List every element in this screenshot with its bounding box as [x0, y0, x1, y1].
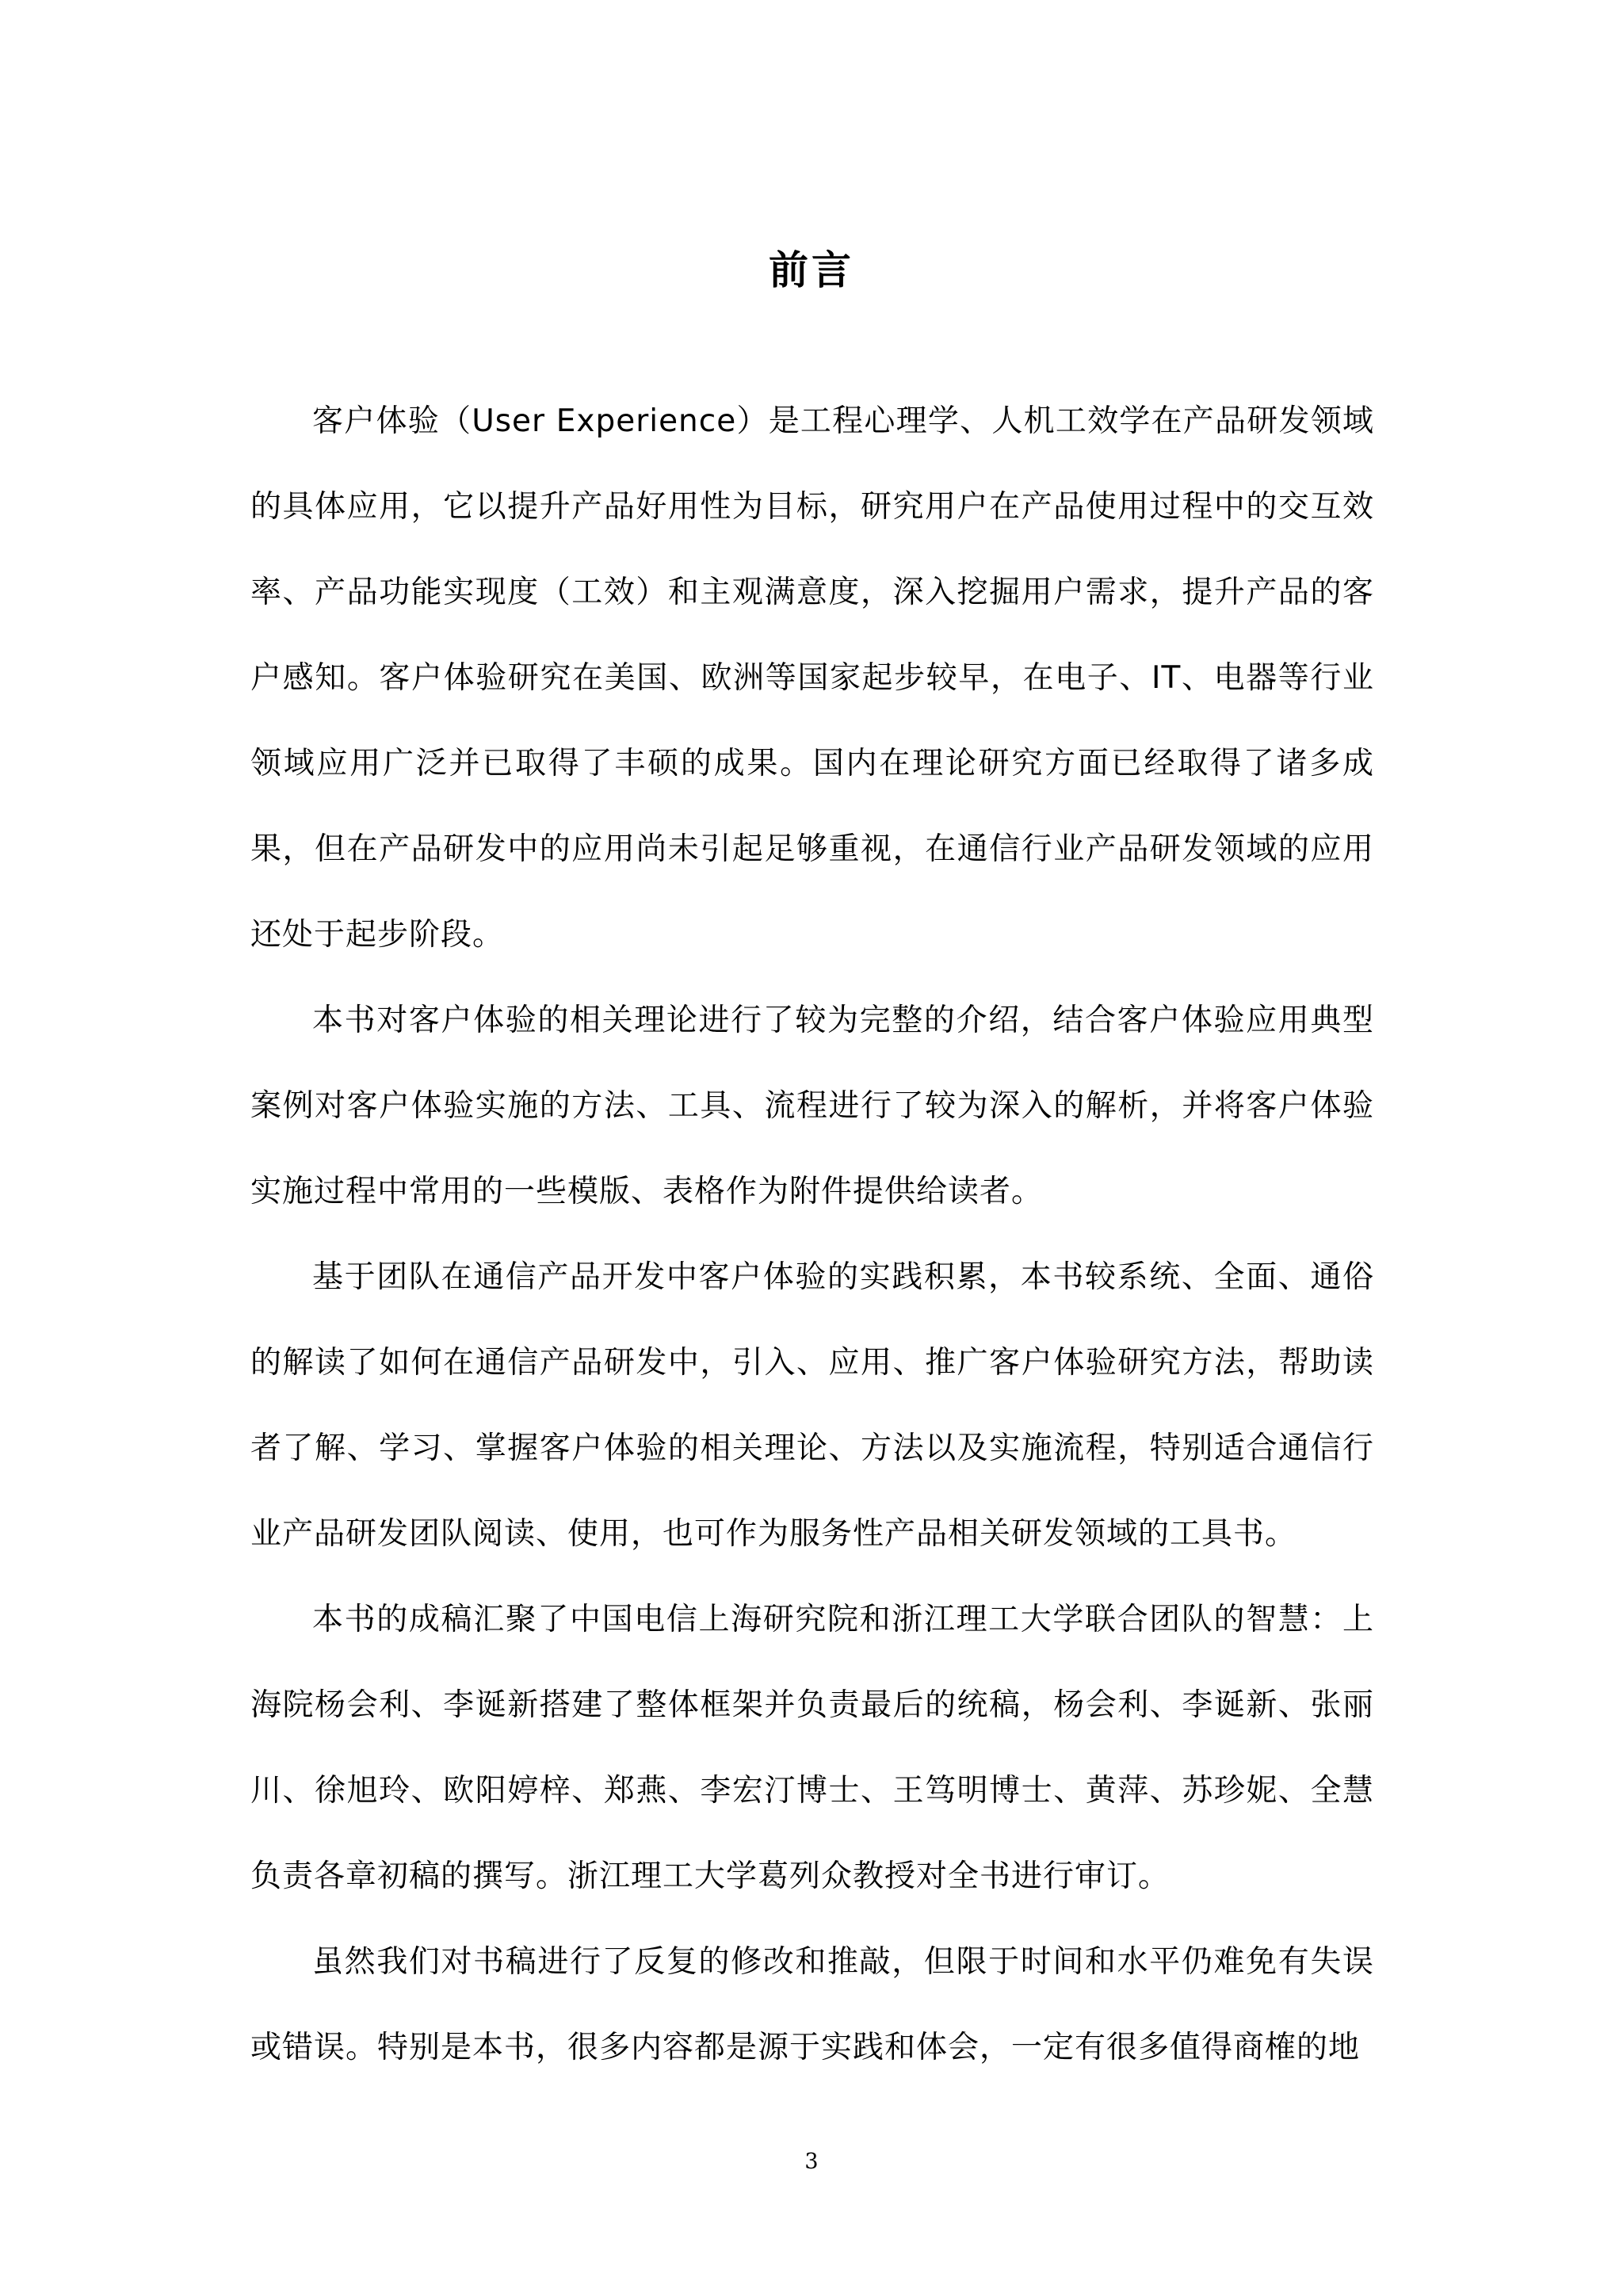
paragraph-5: 虽然我们对书稿进行了反复的修改和推敲，但限于时间和水平仍难免有失误或错误。特别是本书，很多内容都是源于实践和体会，一定有很多值得商榷的地 [250, 1944, 1374, 2065]
paragraph-1: 客户体验（User Experience）是工程心理学、人机工效学在产品研发领域的具体应用，它以提升产品好用性为目标，研究用户在产品使用过程中的交互效率、产品功能实现度（工效）和主观满意度，深入挖掘用户需求，提升产品的客户感知。客户体验研究在美国、欧洲等国家起步较早，在电子、IT、电器等行业领域应用广泛并已取得了丰硕的成果。国内在理论研究方面已经取得了诸多成果，但在产品研发中的应用尚未引起足够重视，在通信行业产品研发领域的应用还处于起步阶段。 [250, 403, 1374, 953]
paragraph-2: 本书对客户体验的相关理论进行了较为完整的介绍，结合客户体验应用典型案例对客户体验实施的方法、工具、流程进行了较为深入的解析，并将客户体验实施过程中常用的一些模版、表格作为附件提供给读者。 [250, 1003, 1374, 1209]
page-number: 3 [804, 2149, 819, 2174]
paragraph-3: 基于团队在通信产品开发中客户体验的实践积累，本书较系统、全面、通俗的解读了如何在通信产品研发中，引入、应用、推广客户体验研究方法，帮助读者了解、学习、掌握客户体验的相关理论、方法以及实施流程，特别适合通信行业产品研发团队阅读、使用，也可作为服务性产品相关研发领域的工具书。 [250, 1259, 1374, 1552]
paragraph-4: 本书的成稿汇聚了中国电信上海研究院和浙江理工大学联合团队的智慧：上海院杨会利、李诞新搭建了整体框架并负责最后的统稿，杨会利、李诞新、张丽川、徐旭玲、欧阳婷梓、郑燕、李宏汀博士、王笃明博士、黄萍、苏珍妮、全慧负责各章初稿的撰写。浙江理工大学葛列众教授对全书进行审订。 [250, 1602, 1374, 1894]
preface-body [250, 379, 1374, 2091]
page-title: 前言 [769, 246, 854, 293]
